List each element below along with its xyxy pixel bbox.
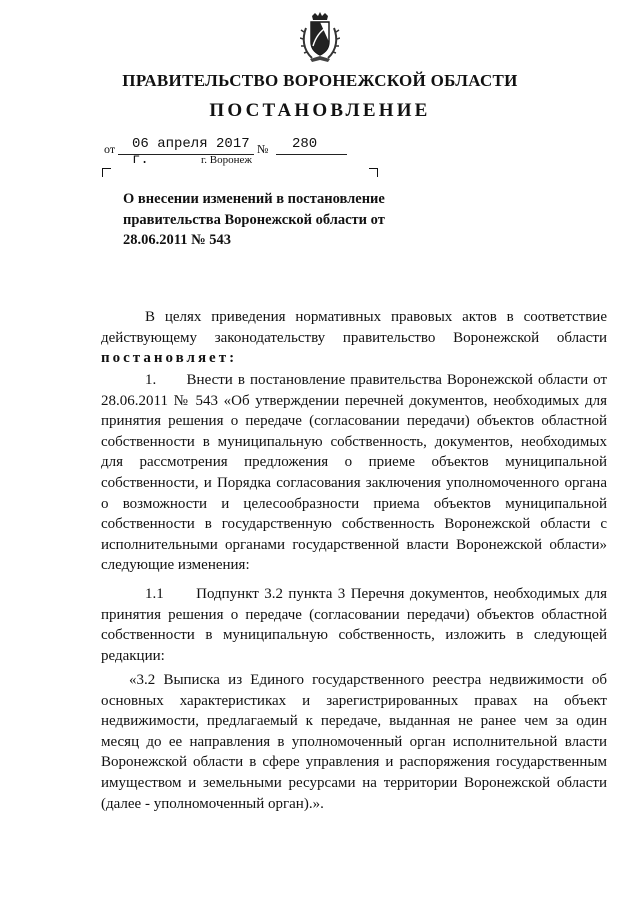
city: г. Воронеж xyxy=(201,154,252,166)
document-type: ПОСТАНОВЛЕНИЕ xyxy=(209,100,431,121)
coat-of-arms-icon xyxy=(300,12,340,64)
number-value: 280 xyxy=(292,136,318,152)
clause-1-1-number: 1.1 xyxy=(145,586,164,602)
date-prefix: от xyxy=(104,142,116,156)
clause-1-text: Внести в постановление правительства Воронежской области от 28.06.2011 № 543 «Об утверждении перечней документов, необходимых для принятия решения о передаче (согласовании передачи) объектов областной собственности в муниципальную собственность, документов, необходимых для рассмотрения предложения о приеме объектов муниципальной собственности, и Порядка согласования заключения уполномоченного органа о возможности и целесообразности приема объектов муниципальной собственности в государственную собственность Воронежской области с исполнительными органами государственной власти Воронежской области» следующие изменения: xyxy=(101,372,607,574)
resolves-word: постановляет: xyxy=(101,350,238,367)
date-value: 06 апреля 2017 г. xyxy=(132,136,250,168)
number-field xyxy=(276,138,347,155)
clause-1 xyxy=(101,370,607,576)
document-subject: О внесении изменений в постановление правительства Воронежской области от 28.06.2011 № 543 xyxy=(123,191,385,248)
quoted-subclause: «3.2 Выписка из Единого государственного реестра недвижимости об основных характеристиках и зарегистрированных правах на объект недвижимости, предлагаемый к передаче, выданная не ранее чем за один месяц до ее направления в уполномоченный орган исполнительной власти Воронежской области в сфере управления и распоряжения государственным имуществом и земельными ресурсами на территории Воронежской области (далее - уполномоченный орган).». xyxy=(101,672,607,812)
government-name: ПРАВИТЕЛЬСТВО ВОРОНЕЖСКОЙ ОБЛАСТИ xyxy=(122,71,518,90)
corner-mark-right xyxy=(369,168,378,177)
preamble-paragraph xyxy=(101,307,607,369)
corner-mark-left xyxy=(102,168,111,177)
number-label: № xyxy=(257,142,269,156)
clause-1-1 xyxy=(101,584,607,666)
preamble-text: В целях приведения нормативных правовых актов в соответствие действующему законодательству правительство Воронежской области xyxy=(101,309,607,346)
clause-1-number: 1. xyxy=(145,372,157,388)
clause-1-1-text: Подпункт 3.2 пункта 3 Перечня документов, необходимых для принятия решения о передаче (согласовании передачи) объектов областной собственности в муниципальную собственность, изложить в следующей редакции: xyxy=(101,586,607,664)
